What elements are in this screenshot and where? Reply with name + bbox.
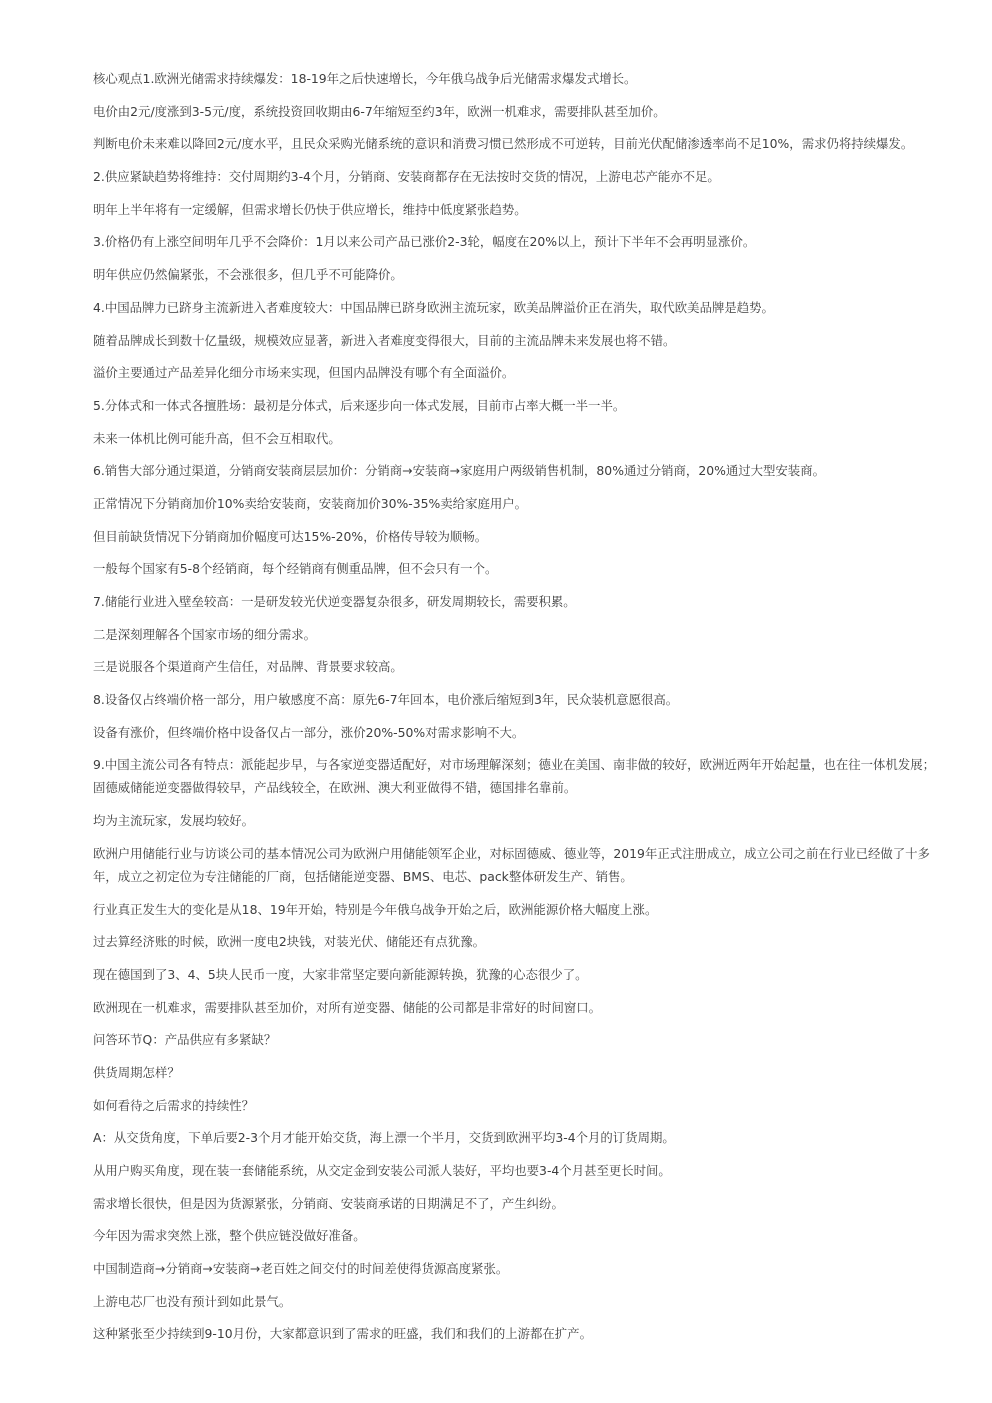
paragraph-25: 行业真正发生大的变化是从18、19年开始，特别是今年俄乌战争开始之后，欧洲能源价格大幅度上涨。 bbox=[93, 901, 658, 917]
paragraph-26: 过去算经济账的时候，欧洲一度电2块钱，对装光伏、储能还有点犹豫。 bbox=[93, 934, 485, 950]
paragraph-2: 电价由2元/度涨到3-5元/度，系统投资回收期由6-7年缩短至约3年，欧洲一机难求，需要排队甚至加价。 bbox=[93, 103, 666, 119]
paragraph-19: 三是说服各个渠道商产生信任，对品牌、背景要求较高。 bbox=[93, 659, 403, 675]
paragraph-38: 这种紧张至少持续到9-10月份，大家都意识到了需求的旺盛，我们和我们的上游都在扩产。 bbox=[93, 1326, 592, 1342]
paragraph-1: 核心观点1.欧洲光储需求持续爆发：18-19年之后快速增长，今年俄乌战争后光储需求爆发式增长。 bbox=[93, 71, 637, 86]
paragraph-7: 明年供应仍然偏紧张，不会涨很多，但几乎不可能降价。 bbox=[93, 267, 403, 283]
paragraph-17: 7.储能行业进入壁垒较高：一是研发较光伏逆变器复杂很多，研发周期较长，需要积累。 bbox=[93, 594, 576, 609]
paragraph-9: 随着品牌成长到数十亿量级，规模效应显著，新进入者难度变得很大，目前的主流品牌未来发展也将不错。 bbox=[93, 332, 676, 348]
paragraph-32: A：从交货角度，下单后要2-3个月才能开始交货，海上漂一个半月，交货到欧洲平均3-4个月的订货周期。 bbox=[93, 1130, 675, 1146]
paragraph-36: 中国制造商→分销商→安装商→老百姓之间交付的时间差使得货源高度紧张。 bbox=[93, 1261, 509, 1277]
paragraph-12: 未来一体机比例可能升高，但不会互相取代。 bbox=[93, 430, 341, 446]
paragraph-6: 3.价格仍有上涨空间明年几乎不会降价：1月以来公司产品已涨价2-3轮，幅度在20%以上，预计下半年不会再明显涨价。 bbox=[93, 234, 756, 250]
paragraph-27: 现在德国到了3、4、5块人民币一度，大家非常坚定要向新能源转换，犹豫的心态很少了。 bbox=[93, 966, 588, 982]
paragraph-13: 6.销售大部分通过渠道，分销商安装商层层加价：分销商→安装商→家庭用户两级销售机制，80%通过分销商，20%通过大型安装商。 bbox=[93, 463, 825, 479]
document-page bbox=[93, 67, 945, 1355]
paragraph-20: 8.设备仅占终端价格一部分，用户敏感度不高：原先6-7年回本，电价涨后缩短到3年，民众装机意愿很高。 bbox=[93, 692, 679, 708]
paragraph-18: 二是深刻理解各个国家市场的细分需求。 bbox=[93, 626, 317, 642]
paragraph-10: 溢价主要通过产品差异化细分市场来实现，但国内品牌没有哪个有全面溢价。 bbox=[93, 365, 515, 381]
paragraph-29: 问答环节Q：产品供应有多紧缺？ bbox=[93, 1032, 277, 1048]
paragraph-15: 但目前缺货情况下分销商加价幅度可达15%-20%，价格传导较为顺畅。 bbox=[93, 528, 488, 544]
paragraph-22: 9.中国主流公司各有特点：派能起步早，与各家逆变器适配好，对市场理解深刻；德业在美国、南非做的较好，欧洲近两年开始起量，也在往一体机发展；固德威储能逆变器做得较早，产品线较全，在欧洲、澳大利亚做得不错，德国排名靠前。 bbox=[93, 757, 935, 796]
paragraph-16: 一般每个国家有5-8个经销商，每个经销商有侧重品牌，但不会只有一个。 bbox=[93, 561, 498, 577]
paragraph-30: 供货周期怎样？ bbox=[93, 1064, 180, 1080]
paragraph-24: 欧洲户用储能行业与访谈公司的基本情况公司为欧洲户用储能领军企业，对标固德威、德业等，2019年正式注册成立，成立公司之前在行业已经做了十多年，成立之初定位为专注储能的厂商，包括储能逆变器、BMS、电芯、pack整体研发生产、销售。 bbox=[93, 845, 930, 884]
paragraph-33: 从用户购买角度，现在装一套储能系统，从交定金到安装公司派人装好，平均也要3-4个月甚至更长时间。 bbox=[93, 1163, 671, 1178]
paragraph-21: 设备有涨价，但终端价格中设备仅占一部分，涨价20%-50%对需求影响不大。 bbox=[93, 724, 525, 740]
paragraph-3: 判断电价未来难以降回2元/度水平，且民众采购光储系统的意识和消费习惯已然形成不可逆转，目前光伏配储渗透率尚不足10%，需求仍将持续爆发。 bbox=[93, 136, 914, 152]
paragraph-4: 2.供应紧缺趋势将维持：交付周期约3-4个月，分销商、安装商都存在无法按时交货的情况，上游电芯产能亦不足。 bbox=[93, 169, 720, 185]
paragraph-37: 上游电芯厂也没有预计到如此景气。 bbox=[93, 1293, 292, 1309]
paragraph-28: 欧洲现在一机难求，需要排队甚至加价，对所有逆变器、储能的公司都是非常好的时间窗口。 bbox=[93, 999, 602, 1015]
paragraph-5: 明年上半年将有一定缓解，但需求增长仍快于供应增长，维持中低度紧张趋势。 bbox=[93, 201, 527, 217]
paragraph-8: 4.中国品牌力已跻身主流新进入者难度较大：中国品牌已跻身欧洲主流玩家，欧美品牌溢价正在消失，取代欧美品牌是趋势。 bbox=[93, 299, 774, 315]
paragraph-14: 正常情况下分销商加价10%卖给安装商，安装商加价30%-35%卖给家庭用户。 bbox=[93, 495, 528, 511]
paragraph-34: 需求增长很快，但是因为货源紧张，分销商、安装商承诺的日期满足不了，产生纠纷。 bbox=[93, 1195, 564, 1211]
paragraph-31: 如何看待之后需求的持续性？ bbox=[93, 1097, 255, 1113]
paragraph-23: 均为主流玩家，发展均较好。 bbox=[93, 813, 255, 829]
paragraph-11: 5.分体式和一体式各擅胜场：最初是分体式，后来逐步向一体式发展，目前市占率大概一半一半。 bbox=[93, 397, 626, 413]
paragraph-35: 今年因为需求突然上涨，整个供应链没做好准备。 bbox=[93, 1228, 366, 1244]
